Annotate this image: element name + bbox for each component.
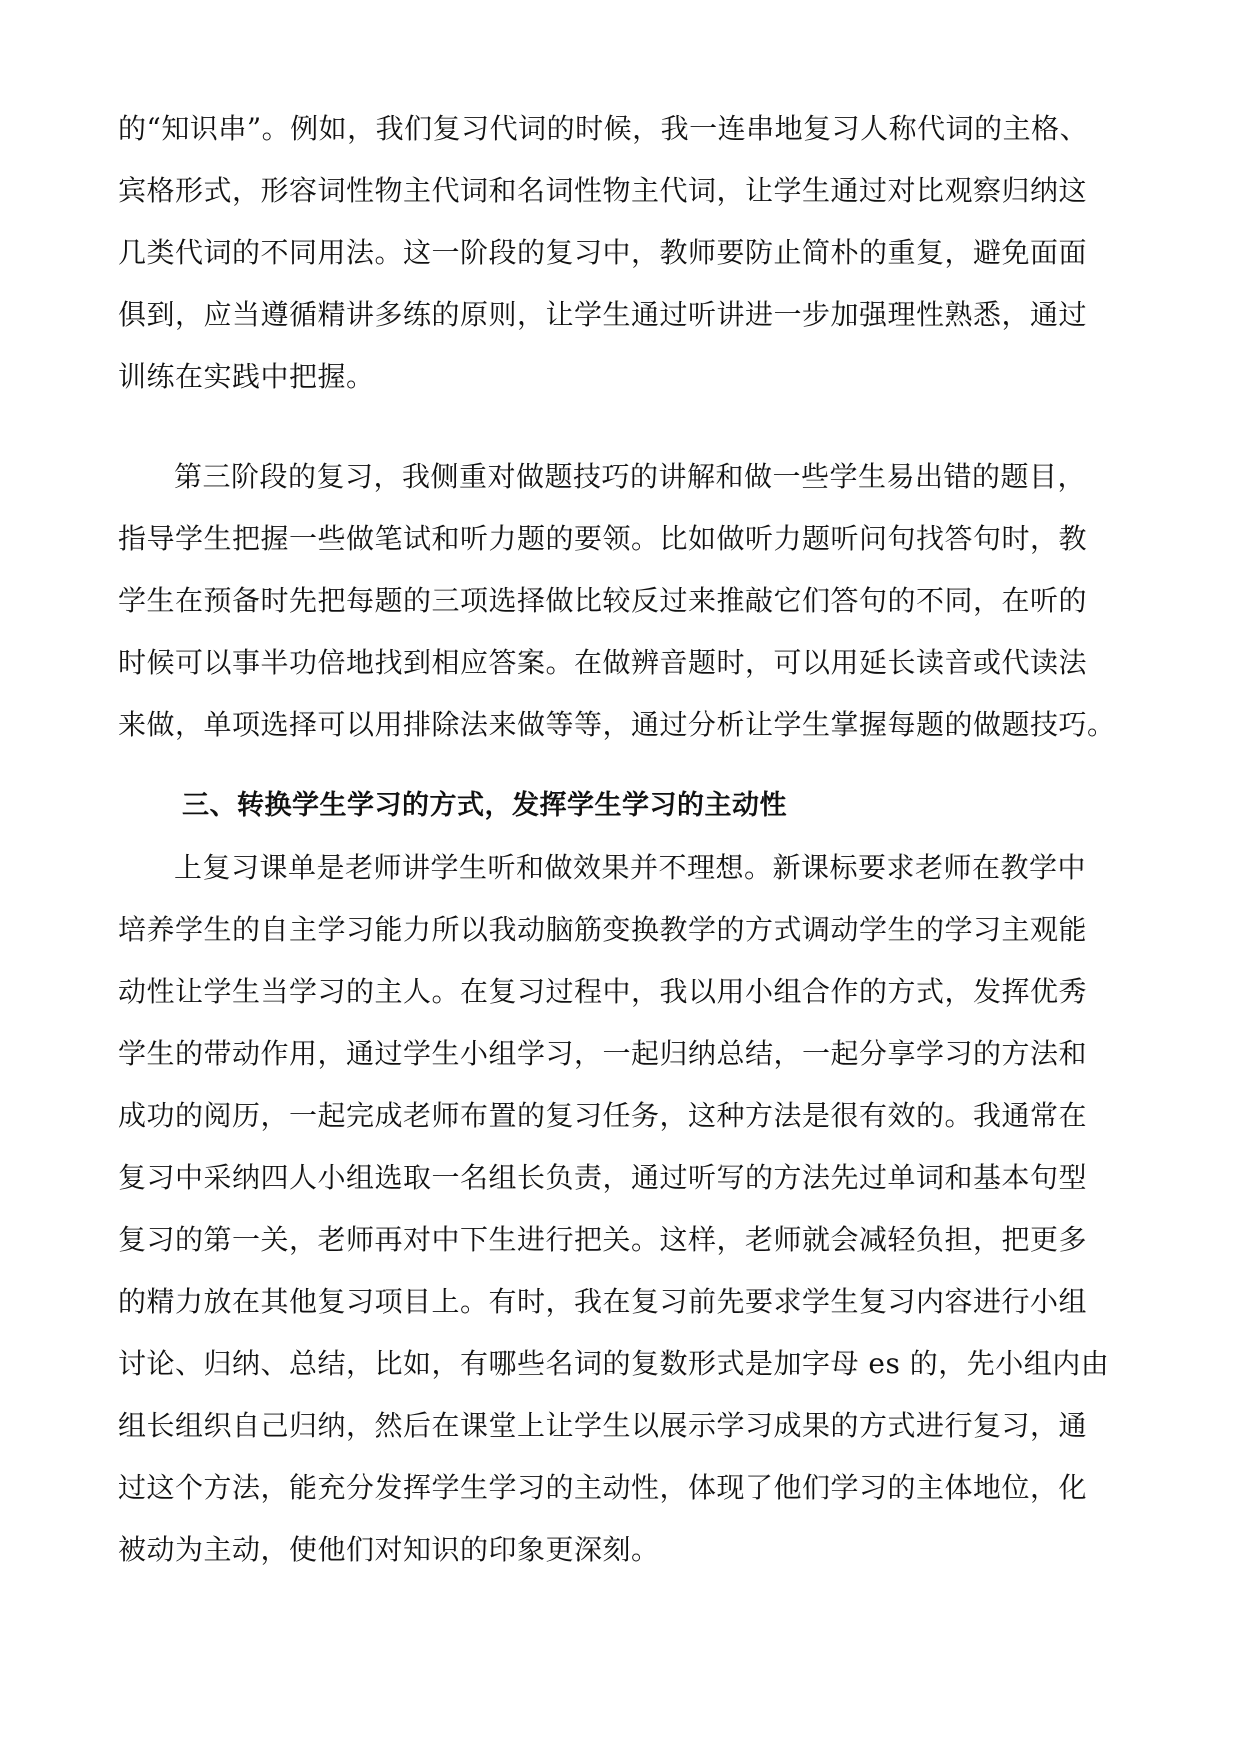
paragraph-line: 时候可以事半功倍地找到相应答案。在做辨音题时，可以用延长读音或代读法 <box>118 646 1088 679</box>
paragraph-line: 复习中采纳四人小组选取一名组长负责，通过听写的方法先过单词和基本句型 <box>118 1161 1088 1194</box>
paragraph-line: 成功的阅历，一起完成老师布置的复习任务，这种方法是很有效的。我通常在 <box>118 1099 1088 1132</box>
paragraph-third-stage <box>118 446 1123 756</box>
paragraph-line: 组长组织自己归纳，然后在课堂上让学生以展示学习成果的方式进行复习，通 <box>118 1409 1088 1442</box>
paragraph-line: 培养学生的自主学习能力所以我动脑筋变换教学的方式调动学生的学习主观能 <box>118 913 1088 946</box>
paragraph-learning-methods <box>118 837 1123 1581</box>
paragraph-line: 宾格形式，形容词性物主代词和名词性物主代词，让学生通过对比观察归纳这 <box>118 174 1088 207</box>
paragraph-line: 第三阶段的复习，我侧重对做题技巧的讲解和做一些学生易出错的题目， <box>174 460 1087 493</box>
paragraph-line: 的“知识串”。例如，我们复习代词的时候，我一连串地复习人称代词的主格、 <box>118 112 1089 145</box>
paragraph-line: 训练在实践中把握。 <box>118 360 375 393</box>
paragraph-line: 讨论、归纳、总结，比如，有哪些名词的复数形式是加字母 es 的，先小组内由 <box>118 1347 1110 1380</box>
section-heading: 三、转换学生学习的方式，发挥学生学习的主动性 <box>182 790 787 821</box>
section-heading-block <box>118 775 1123 837</box>
paragraph-line: 指导学生把握一些做笔试和听力题的要领。比如做听力题听问句找答句时，教 <box>118 522 1088 555</box>
paragraph-line: 被动为主动，使他们对知识的印象更深刻。 <box>118 1533 660 1566</box>
paragraph-line: 学生的带动作用，通过学生小组学习，一起归纳总结，一起分享学习的方法和 <box>118 1037 1088 1070</box>
paragraph-line: 上复习课单是老师讲学生听和做效果并不理想。新课标要求老师在教学中 <box>174 851 1087 884</box>
paragraph-knowledge-string <box>118 98 1123 408</box>
paragraph-line: 过这个方法，能充分发挥学生学习的主动性，体现了他们学习的主体地位，化 <box>118 1471 1088 1504</box>
paragraph-line: 复习的第一关，老师再对中下生进行把关。这样，老师就会减轻负担，把更多 <box>118 1223 1088 1256</box>
paragraph-line: 学生在预备时先把每题的三项选择做比较反过来推敲它们答句的不同，在听的 <box>118 584 1088 617</box>
paragraph-line: 俱到，应当遵循精讲多练的原则，让学生通过听讲进一步加强理性熟悉，通过 <box>118 298 1088 331</box>
paragraph-line: 来做，单项选择可以用排除法来做等等，通过分析让学生掌握每题的做题技巧。 <box>118 708 1116 741</box>
paragraph-line: 的精力放在其他复习项目上。有时，我在复习前先要求学生复习内容进行小组 <box>118 1285 1088 1318</box>
paragraph-line: 几类代词的不同用法。这一阶段的复习中，教师要防止简朴的重复，避免面面 <box>118 236 1088 269</box>
paragraph-line: 动性让学生当学习的主人。在复习过程中，我以用小组合作的方式，发挥优秀 <box>118 975 1088 1008</box>
